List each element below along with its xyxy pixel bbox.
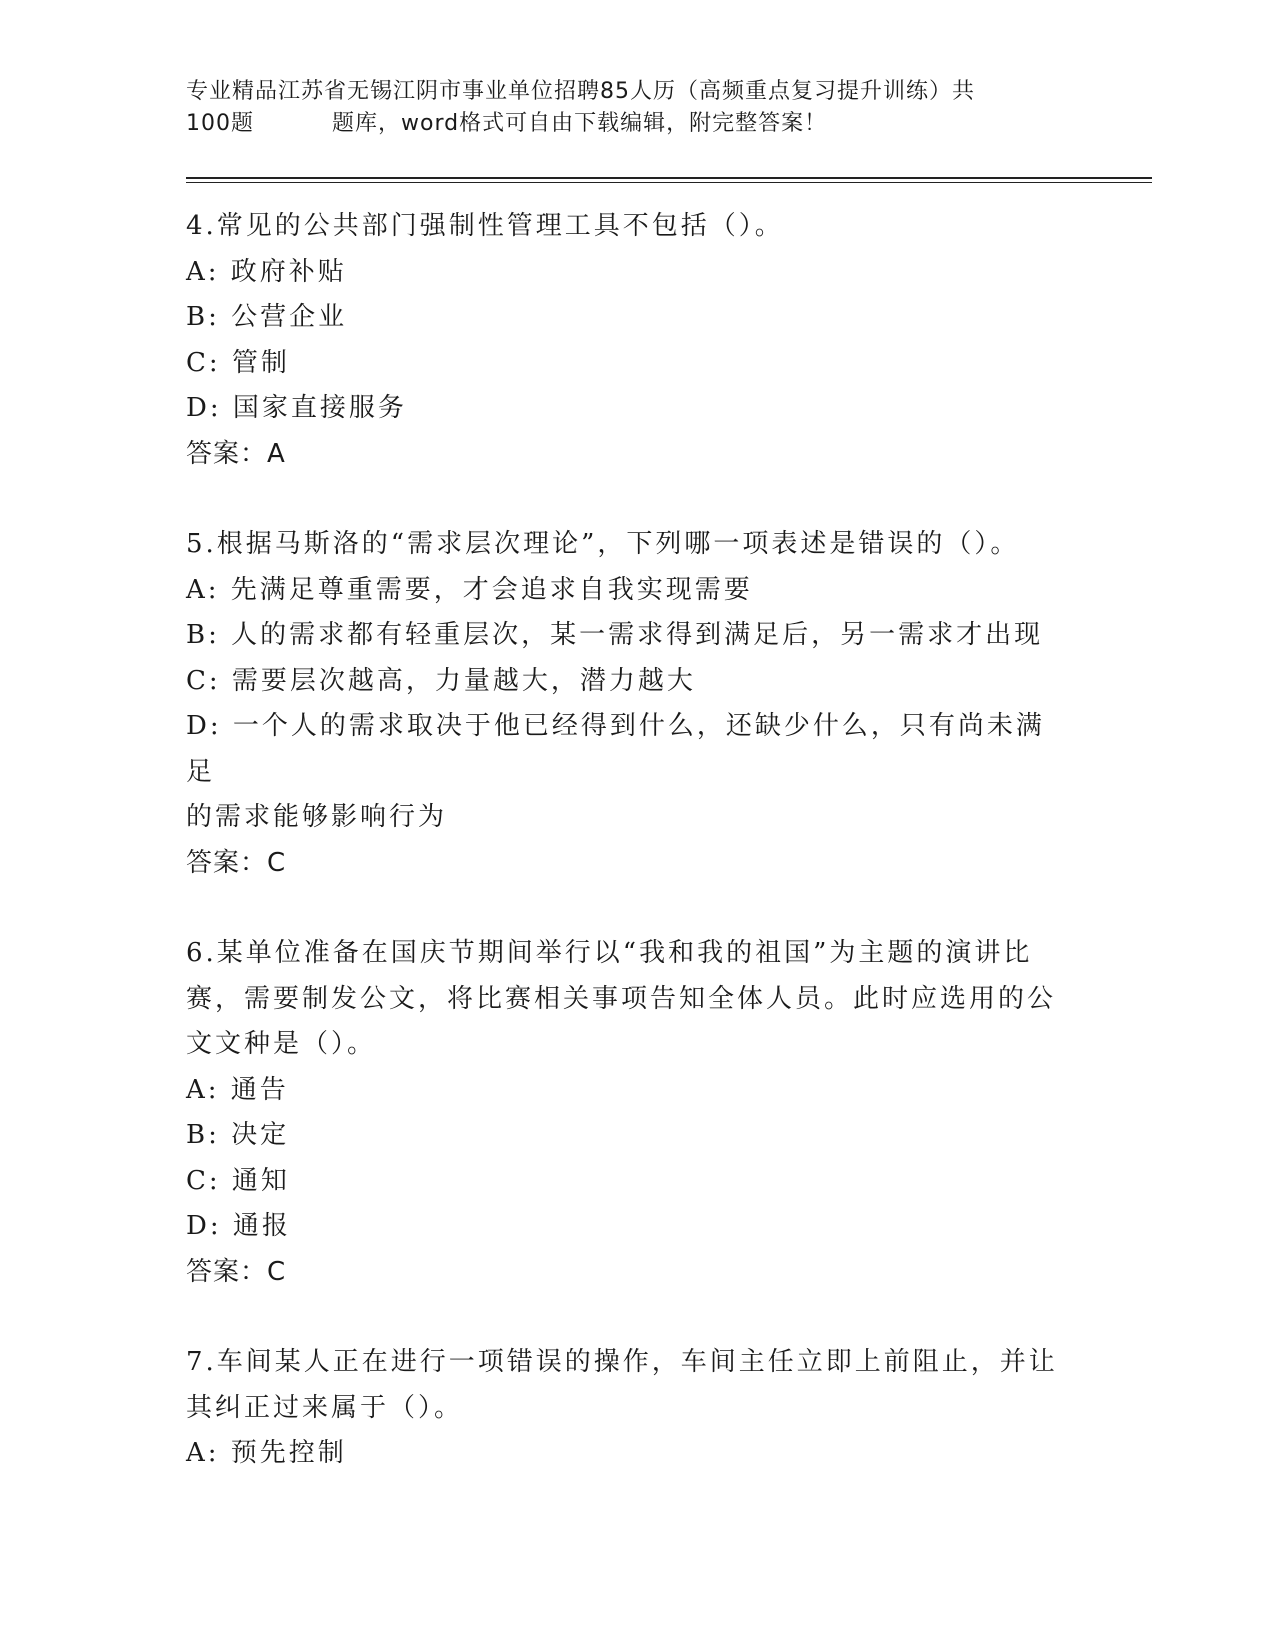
- answer: 答案：A: [186, 438, 286, 469]
- option-b: B: 公营企业: [186, 302, 348, 332]
- document-header: [186, 76, 1046, 140]
- question-list: [186, 204, 1066, 1477]
- answer: 答案：C: [186, 847, 287, 878]
- option-c: C: 管制: [186, 347, 290, 378]
- question-block: [186, 1340, 1066, 1477]
- question-block: [186, 204, 1066, 477]
- question-text: 文文种是（）。: [186, 1029, 377, 1059]
- option-d-continued: 的需求能够影响行为: [186, 802, 448, 832]
- option-d: D: 通报: [186, 1211, 291, 1241]
- question-text: 4.常见的公共部门强制性管理工具不包括（）。: [186, 211, 784, 241]
- option-b: B: 人的需求都有轻重层次，某一需求得到满足后，另一需求才出现: [186, 620, 1044, 650]
- option-a: A: 通告: [186, 1074, 289, 1105]
- question-text: 6.某单位准备在国庆节期间举行以“我和我的祖国”为主题的演讲比: [186, 938, 1033, 968]
- option-b: B: 决定: [186, 1120, 290, 1150]
- option-a: A: 预先控制: [186, 1438, 347, 1468]
- header-description: 题库，word格式可自由下载编辑，附完整答案！: [332, 111, 828, 136]
- option-d: D: 一个人的需求取决于他已经得到什么，还缺少什么，只有尚未满足: [186, 711, 1045, 787]
- option-a: A: 政府补贴: [186, 256, 347, 287]
- option-c: C: 通知: [186, 1165, 290, 1196]
- header-rule-thin: [186, 182, 1152, 183]
- answer: 答案：C: [186, 1256, 287, 1287]
- option-c: C: 需要层次越高，力量越大，潜力越大: [186, 665, 696, 696]
- header-line-2: [186, 108, 1046, 140]
- header-count: 100题: [186, 111, 254, 136]
- header-rule-thick: [186, 177, 1152, 179]
- question-text: 其纠正过来属于（）。: [186, 1392, 464, 1423]
- question-text: 5.根据马斯洛的“需求层次理论”，下列哪一项表述是错误的（）。: [186, 529, 1020, 559]
- question-text: 7.车间某人正在进行一项错误的操作，车间主任立即上前阻止，并让: [186, 1347, 1058, 1377]
- question-block: [186, 931, 1066, 1295]
- option-d: D: 国家直接服务: [186, 393, 407, 423]
- question-block: [186, 522, 1066, 886]
- option-a: A: 先满足尊重需要，才会追求自我实现需要: [186, 574, 753, 605]
- header-line-1: 专业精品江苏省无锡江阴市事业单位招聘85人历（高频重点复习提升训练）共: [186, 79, 975, 104]
- question-text: 赛，需要制发公文，将比赛相关事项告知全体人员。此时应选用的公: [186, 983, 1057, 1014]
